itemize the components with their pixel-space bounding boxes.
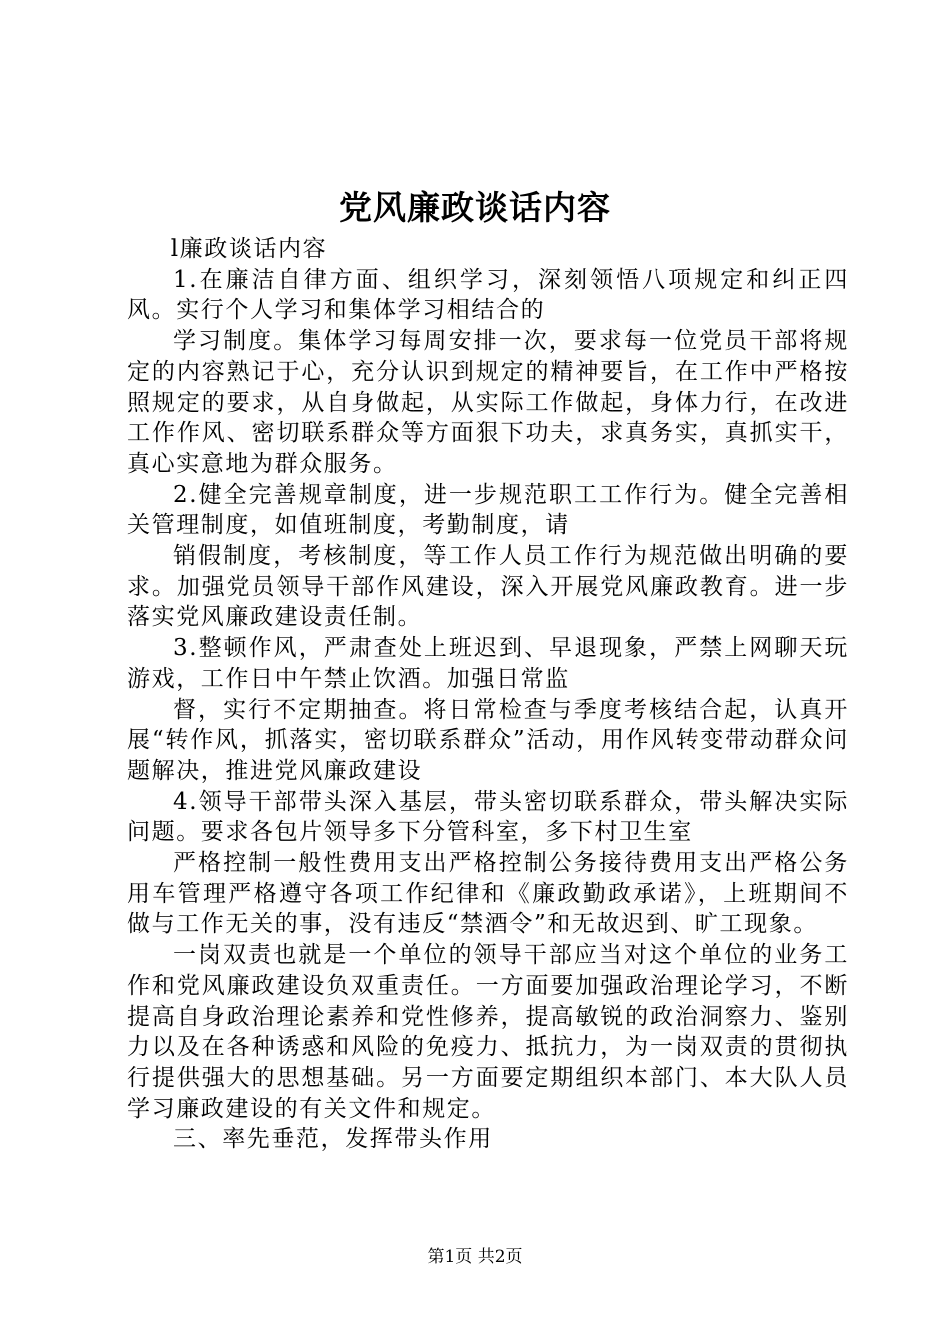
- paragraph: 学习制度。集体学习每周安排一次，要求每一位党员干部将规定的内容熟记于心，充分认识到规定的精神要旨，在工作中严格按照规定的要求，从自身做起，从实际工作做起，身体力行，在改进工作作风、密切联系群众等方面狠下功夫，求真务实，真抓实干，真心实意地为群众服务。: [127, 328, 849, 477]
- paragraph: 3.整顿作风，严肃查处上班迟到、早退现象，严禁上网聊天玩游戏，工作日中午禁止饮酒。加强日常监: [127, 635, 849, 692]
- paragraph: 一岗双责也就是一个单位的领导干部应当对这个单位的业务工作和党风廉政建设负双重责任。一方面要加强政治理论学习，不断提高自身政治理论素养和党性修养，提高敏锐的政治洞察力、鉴别力以及在各种诱惑和风险的免疫力、抵抗力，为一岗双责的贯彻执行提供强大的思想基础。另一方面要定期组织本部门、本大队人员学习廉政建设的有关文件和规定。: [127, 942, 849, 1122]
- paragraph: 三、率先垂范，发挥带头作用: [173, 1126, 493, 1153]
- document-title: 党风廉政谈话内容: [339, 188, 611, 227]
- paragraph: 4.领导干部带头深入基层，带头密切联系群众，带头解决实际问题。要求各包片领导多下分管科室，多下村卫生室: [127, 788, 849, 846]
- paragraph: 1.在廉洁自律方面、组织学习，深刻领悟八项规定和纠正四风。实行个人学习和集体学习相结合的: [127, 266, 849, 324]
- paragraph: 督，实行不定期抽查。将日常检查与季度考核结合起，认真开展“转作风，抓落实，密切联系群众”活动，用作风转变带动群众问题解决，推进党风廉政建设: [127, 696, 849, 784]
- paragraph: l廉政谈话内容: [170, 236, 328, 262]
- paragraph: 严格控制一般性费用支出严格控制公务接待费用支出严格公务用车管理严格遵守各项工作纪律和《廉政勤政承诺》，上班期间不做与工作无关的事，没有违反“禁酒令”和无故迟到、旷工现象。: [127, 850, 849, 938]
- page-footer: 第1页 共2页: [427, 1247, 523, 1267]
- document-body: [127, 234, 849, 1155]
- paragraph: 2.健全完善规章制度，进一步规范职工工作行为。健全完善相关管理制度，如值班制度，考勤制度，请: [127, 481, 849, 539]
- paragraph: 销假制度，考核制度，等工作人员工作行为规范做出明确的要求。加强党员领导干部作风建设，深入开展党风廉政教育。进一步落实党风廉政建设责任制。: [127, 543, 849, 631]
